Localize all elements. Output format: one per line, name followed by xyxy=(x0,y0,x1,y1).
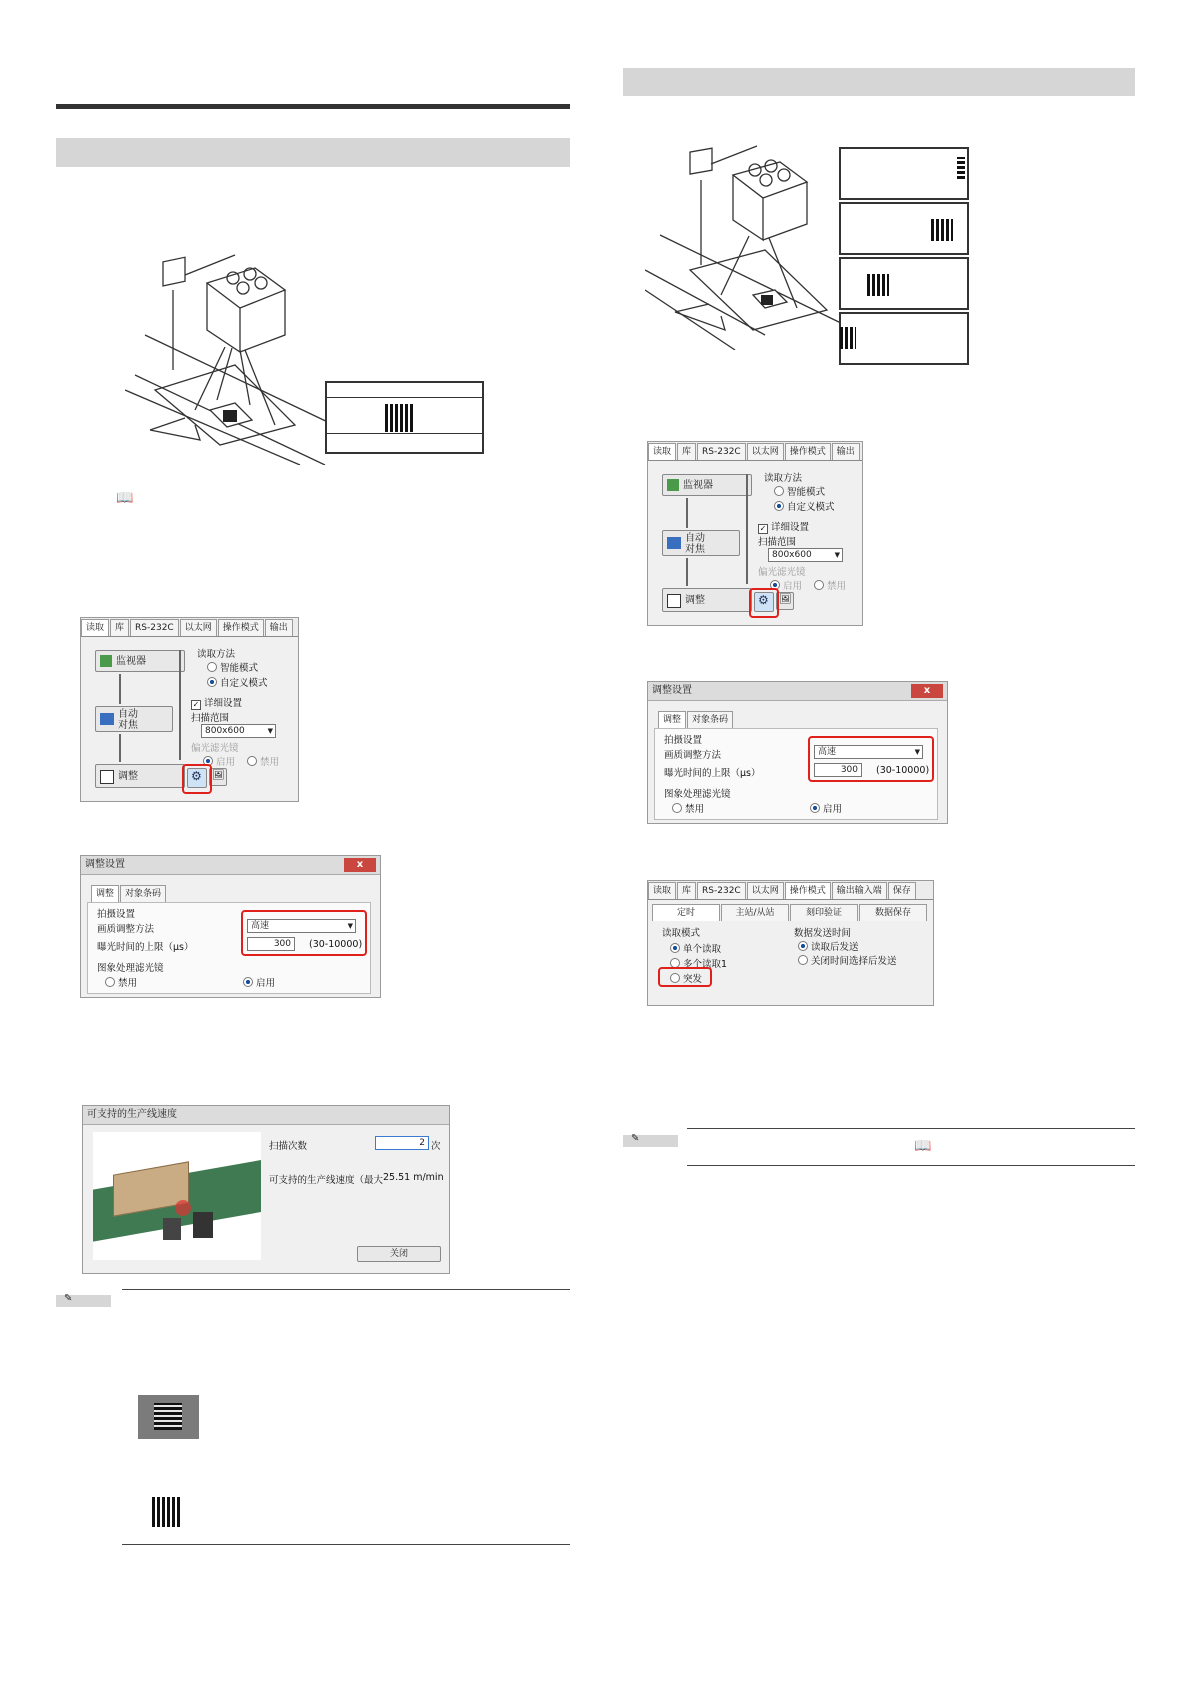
polar-disable-radio: 禁用 xyxy=(247,754,279,768)
subtab-timing[interactable]: 定时 xyxy=(652,904,720,921)
exposure-limit-input[interactable]: 300 xyxy=(247,937,295,951)
image-icon: 🖼 xyxy=(779,594,792,605)
scanner-illustration-2 xyxy=(645,140,845,350)
quality-method-select[interactable]: 高速 ▼ xyxy=(247,919,356,933)
polar-filter-label: 偏光滤光镜 xyxy=(758,567,806,578)
monitor-button[interactable]: 监视器 xyxy=(662,474,752,496)
exposure-range: (30-10000) xyxy=(309,939,363,950)
polar-disable-radio: 禁用 xyxy=(814,578,846,592)
scan-range-select[interactable]: 800x600 ▼ xyxy=(201,724,276,738)
subtab-data-save[interactable]: 数据保存 xyxy=(859,904,927,921)
subtab-verify[interactable]: 刻印验证 xyxy=(790,904,858,921)
flow-arrow xyxy=(119,734,121,762)
quality-method-label: 画质调整方法 xyxy=(97,924,155,935)
tab-strip xyxy=(648,881,933,900)
capture-settings-label: 拍摄设置 xyxy=(97,909,136,920)
autofocus-button[interactable]: 自动 对焦 xyxy=(662,530,740,556)
autofocus-button[interactable]: 自动 对焦 xyxy=(95,706,173,732)
tab-tune[interactable]: 调整 xyxy=(658,711,686,728)
scan-count-input[interactable]: 2 xyxy=(375,1136,429,1150)
after-close-radio[interactable]: 关闭时间选择后发送 xyxy=(798,953,897,967)
monitor-icon xyxy=(667,479,679,491)
section-bar-left xyxy=(56,138,570,167)
flow-arrow xyxy=(686,558,688,586)
tab-read[interactable]: 读取 xyxy=(81,619,109,636)
note-rule-bottom-right xyxy=(687,1165,1135,1166)
datamatrix-icon xyxy=(957,157,965,179)
close-button[interactable]: 关闭 xyxy=(357,1246,441,1262)
tab-library[interactable]: 库 xyxy=(677,443,696,460)
close-icon[interactable]: x xyxy=(911,684,943,698)
dialog-title: 调整设置 xyxy=(81,856,380,875)
datamatrix-dark-bg-icon xyxy=(138,1395,199,1439)
filter-enable-radio[interactable]: 启用 xyxy=(243,975,275,989)
polar-filter-label: 偏光滤光镜 xyxy=(191,743,239,754)
filter-disable-radio[interactable]: 禁用 xyxy=(105,975,137,989)
scan-frame-1 xyxy=(839,147,969,200)
polar-enable-radio: 启用 xyxy=(203,754,235,768)
capture-settings-label: 拍摄设置 xyxy=(664,735,703,746)
exposure-limit-label: 曝光时间的上限（μs） xyxy=(97,942,194,953)
tab-target-code[interactable]: 对象条码 xyxy=(120,885,166,902)
read-settings-window-left xyxy=(80,617,299,802)
tab-rs232c[interactable]: RS-232C xyxy=(697,443,746,460)
smart-mode-radio[interactable]: 智能模式 xyxy=(774,484,825,498)
detail-settings-checkbox[interactable]: ✓ 详细设置 xyxy=(192,698,243,709)
flow-arrow-side xyxy=(746,474,748,584)
barcode-view-line-bottom xyxy=(327,433,482,434)
scan-frame-3 xyxy=(839,257,969,310)
tab-library[interactable]: 库 xyxy=(677,882,696,899)
line-speed-dialog xyxy=(82,1105,450,1274)
tab-op-mode[interactable]: 操作模式 xyxy=(785,443,831,460)
section-bar-right xyxy=(623,68,1135,96)
scan-range-label: 扫描范围 xyxy=(191,713,230,724)
datamatrix-icon xyxy=(385,404,415,432)
tab-read[interactable]: 读取 xyxy=(648,882,676,899)
scan-range-select[interactable]: 800x600 ▼ xyxy=(768,548,843,562)
exposure-range: (30-10000) xyxy=(876,765,930,776)
scan-range-label: 扫描范围 xyxy=(758,537,797,548)
scan-frame-4 xyxy=(839,312,969,365)
flow-arrow xyxy=(686,498,688,528)
tab-op-mode[interactable]: 操作模式 xyxy=(785,882,831,899)
after-read-radio[interactable]: 读取后发送 xyxy=(798,939,859,953)
filter-disable-radio[interactable]: 禁用 xyxy=(672,801,704,815)
af-icon xyxy=(100,713,114,725)
conveyor-image xyxy=(93,1132,261,1260)
exposure-limit-label: 曝光时间的上限（μs） xyxy=(664,768,761,779)
book-icon: 📖 xyxy=(116,490,134,506)
filter-enable-radio[interactable]: 启用 xyxy=(810,801,842,815)
tab-ethernet[interactable]: 以太网 xyxy=(180,619,217,636)
highlight-frame xyxy=(182,764,212,794)
pencil-icon: ✎ xyxy=(631,1133,640,1144)
note-icon-left xyxy=(56,1295,111,1307)
line-speed-label: 可支持的生产线速度（最大 xyxy=(269,1175,384,1186)
single-read-radio[interactable]: 单个读取 xyxy=(670,941,721,955)
gear-icon: ⚙ xyxy=(758,593,769,607)
pencil-icon: ✎ xyxy=(64,1293,73,1304)
read-mode-label: 读取模式 xyxy=(662,928,701,939)
tab-ethernet[interactable]: 以太网 xyxy=(747,443,784,460)
tab-save[interactable]: 保存 xyxy=(888,882,916,899)
book-icon: 📖 xyxy=(914,1138,932,1154)
highlight-frame xyxy=(241,910,367,956)
tab-output[interactable]: 输出 xyxy=(832,443,860,460)
tab-strip xyxy=(648,442,862,461)
tab-ethernet[interactable]: 以太网 xyxy=(747,882,784,899)
monitor-button[interactable]: 监视器 xyxy=(95,650,185,672)
read-method-label: 读取方法 xyxy=(197,649,236,660)
dialog-title: 调整设置 xyxy=(648,682,947,701)
tab-op-mode[interactable]: 操作模式 xyxy=(218,619,264,636)
tab-io[interactable]: 输出输入端 xyxy=(832,882,887,899)
datamatrix-icon xyxy=(840,327,856,349)
flow-arrow xyxy=(119,674,121,704)
quality-method-select[interactable]: 高速 ▼ xyxy=(814,745,923,759)
image-icon: 🖼 xyxy=(212,770,225,781)
tune-icon xyxy=(667,594,681,608)
burst-radio[interactable]: 突发 xyxy=(670,971,702,985)
top-rule xyxy=(56,104,570,109)
note-icon-right xyxy=(623,1135,678,1147)
scan-count-label: 扫描次数 xyxy=(269,1141,308,1152)
send-time-label: 数据发送时间 xyxy=(794,928,852,939)
image-filter-label: 图象处理滤光镜 xyxy=(664,789,731,800)
tab-library[interactable]: 库 xyxy=(110,619,129,636)
tune-settings-dialog-left xyxy=(80,855,381,998)
exposure-limit-input[interactable]: 300 xyxy=(814,763,862,777)
tab-target-code[interactable]: 对象条码 xyxy=(687,711,733,728)
scan-count-unit: 次 xyxy=(431,1141,441,1152)
close-icon[interactable]: x xyxy=(344,858,376,872)
custom-mode-radio[interactable]: 自定义模式 xyxy=(207,675,268,689)
datamatrix-icon xyxy=(931,219,953,241)
tune-settings-dialog-right xyxy=(647,681,948,824)
datamatrix-icon xyxy=(867,274,889,296)
read-settings-window-right xyxy=(647,441,863,626)
tab-read[interactable]: 读取 xyxy=(648,443,676,460)
read-method-label: 读取方法 xyxy=(764,473,803,484)
operation-mode-window xyxy=(647,880,934,1006)
dialog-title: 可支持的生产线速度 xyxy=(83,1106,449,1125)
polar-enable-radio: 启用 xyxy=(770,578,802,592)
smart-mode-radio[interactable]: 智能模式 xyxy=(207,660,258,674)
tune-button[interactable]: 调整 xyxy=(95,764,185,788)
subtab-master-slave[interactable]: 主站/从站 xyxy=(721,904,789,921)
datamatrix-icon-2 xyxy=(152,1497,182,1527)
barcode-view-line-top xyxy=(327,397,482,398)
af-icon xyxy=(667,537,681,549)
tab-rs232c[interactable]: RS-232C xyxy=(130,619,179,636)
flow-arrow-side xyxy=(179,650,181,760)
highlight-frame xyxy=(749,588,779,618)
gear-icon: ⚙ xyxy=(191,769,202,783)
tune-icon xyxy=(100,770,114,784)
custom-mode-radio[interactable]: 自定义模式 xyxy=(774,499,835,513)
highlight-frame xyxy=(658,967,712,987)
tab-tune[interactable]: 调整 xyxy=(91,885,119,902)
monitor-icon xyxy=(100,655,112,667)
note-rule-top-left xyxy=(122,1289,570,1290)
multi-read-radio[interactable]: 多个读取1 xyxy=(670,956,727,970)
image-filter-label: 图象处理滤光镜 xyxy=(97,963,164,974)
tab-strip xyxy=(81,618,298,637)
highlight-frame xyxy=(808,736,934,782)
quality-method-label: 画质调整方法 xyxy=(664,750,722,761)
note-rule-top-right xyxy=(687,1128,1135,1129)
tab-output[interactable]: 输出 xyxy=(265,619,293,636)
note-rule-bottom-left xyxy=(122,1544,570,1545)
detail-settings-checkbox[interactable]: ✓ 详细设置 xyxy=(759,522,810,533)
tab-rs232c[interactable]: RS-232C xyxy=(697,882,746,899)
line-speed-value: 25.51 m/min xyxy=(383,1172,444,1183)
tune-button[interactable]: 调整 xyxy=(662,588,752,612)
